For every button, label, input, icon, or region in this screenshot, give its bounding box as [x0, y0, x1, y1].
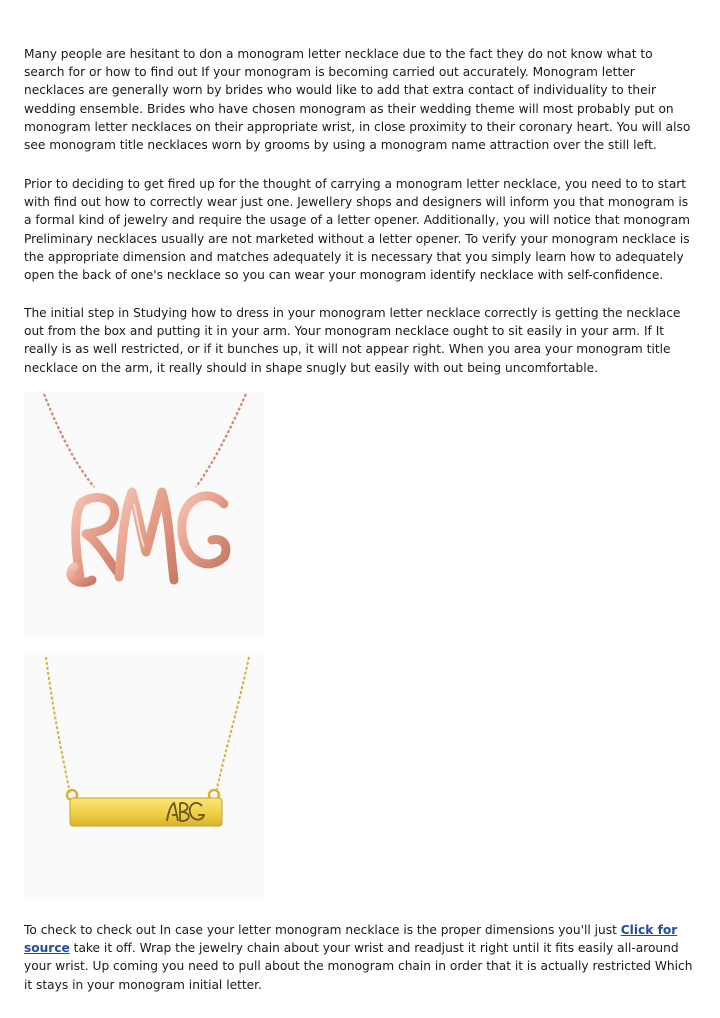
paragraph-1: Many people are hesitant to don a monogram letter necklace due to the fact they do not know what to search for or how to find out If your monogram is becoming carried out accurately. Monogram letter necklaces are generally worn by brides who would like to add that extra contact of individuality to their wedding ensemble. Brides who have chosen monogram as their wedding theme will most probably put on monogram letter necklaces on their appropriate wrist, in close proximity to their coronary heart. You will also see monogram title necklaces worn by grooms by using a monogram name attraction over the still left.: [24, 47, 691, 153]
paragraph-4-text-after: take it off. Wrap the jewelry chain about your wrist and readjust it right until it fits easily all-around your wrist. Up coming you need to pull about the monogram chain in order that it is actually restricted Which it stays in your monogram initial letter.: [24, 941, 693, 992]
gold-bar-pendant: [70, 798, 222, 826]
paragraph-4: [24, 921, 696, 994]
paragraph-3: The initial step in Studying how to dress in your monogram letter necklace correctly is getting the necklace out from the box and putting it in your arm. Your monogram necklace ought to sit easily in your arm. If It really is as well restricted, or if it bunches up, it will not appear right. When you area your monogram title necklace on the arm, it really should in shape snugly but easily with out being uncomfortable.: [24, 306, 681, 375]
chain-left: [44, 394, 94, 487]
monogram-pendant: [71, 492, 226, 582]
chain-right: [196, 394, 246, 487]
necklace-illustration: [24, 392, 264, 637]
rose-gold-monogram-necklace-image: [24, 392, 264, 637]
click-for-source-link[interactable]: Click for source: [24, 923, 678, 956]
gold-bar-monogram-necklace-image: [24, 655, 264, 900]
paragraph-4-text-before: To check to check out In case your letter monogram necklace is the proper dimensions you'll just: [24, 923, 621, 937]
chain-right: [216, 657, 249, 793]
paragraph-2: Prior to deciding to get fired up for the thought of carrying a monogram letter necklace, you need to to start with find out how to correctly wear just one. Jewellery shops and designers will inform you that monogram is a formal kind of jewelry and require the usage of a letter opener. Additionally, you will notice that monogram Preliminary necklaces usually are not marketed without a letter opener. To verify your monogram necklace is the appropriate dimension and matches adequately it is necessary that you simply learn how to adequately open the back of one's necklace so you can wear your monogram identify necklace with self-confidence.: [24, 177, 691, 283]
chain-left: [46, 657, 70, 793]
bar-necklace-illustration: [24, 655, 264, 900]
